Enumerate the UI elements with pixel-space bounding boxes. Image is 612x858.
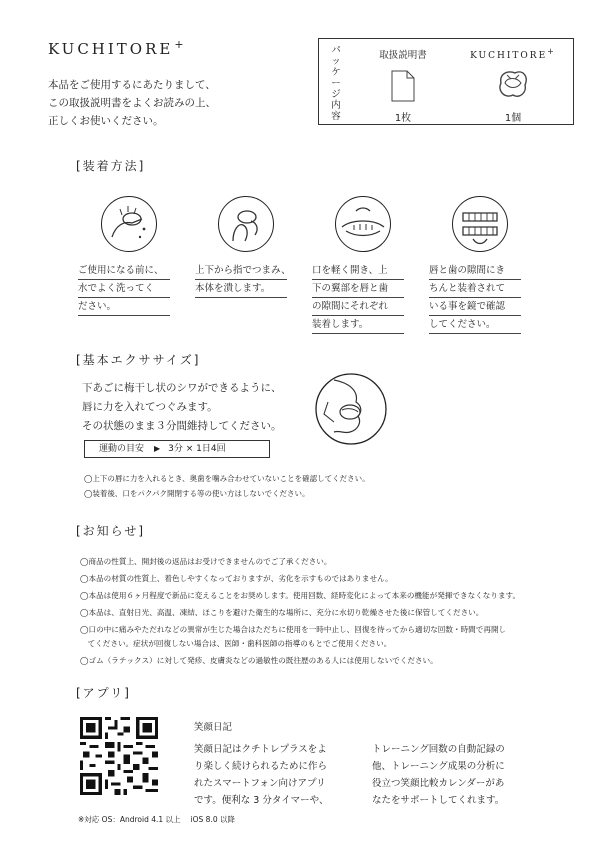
document-icon <box>391 70 415 102</box>
notice-item: てください。症状が回復しない場合は、医師・歯科医師の指導のもとでご使用ください。 <box>80 639 392 648</box>
install-step-text: ご使用になる前に、 水でよく洗ってく ださい。 <box>78 262 170 316</box>
intro-line: この取扱説明書をよくお読みの上、 <box>48 97 216 109</box>
exercise-text <box>82 379 282 436</box>
insert-icon <box>335 196 391 252</box>
section-app-heading: [アプリ] <box>76 686 131 700</box>
target-value: 3分 × 1日4回 <box>168 444 226 454</box>
target-label: 運動の目安 <box>99 444 145 454</box>
notice-item: ◯本品の材質の性質上、着色しやすくなっておりますが、劣化を示すものではありません。 <box>80 574 393 583</box>
install-step-text: 口を軽く開き、上 下の翼部を唇と歯 の隙間にそれぞれ 装着します。 <box>312 262 404 334</box>
section-install-heading: [装着方法] <box>76 159 146 173</box>
package-product <box>463 47 563 124</box>
install-step-4 <box>429 196 523 330</box>
exercise-target-box <box>84 440 270 458</box>
app-title: 笑顔日記 <box>194 722 233 733</box>
intro-text <box>48 76 268 130</box>
exercise-note: ◯装着後、口をパクパク開閉する等の使い方はしないでください。 <box>84 489 310 498</box>
intro-line: 正しくお使いください。 <box>48 115 164 127</box>
exercise-note: ◯上下の唇に力を入れるとき、奥歯を噛み合わせていないことを確認してください。 <box>84 474 370 483</box>
section-exercise-heading: [基本エクササイズ] <box>76 353 201 367</box>
mouthpiece-icon <box>493 67 533 101</box>
notice-item: ◯本品は使用６ヶ月程度で新品に変えることをお奨めします。使用回数、経時変化によって本来の機能が発揮できなくなります。 <box>80 591 521 600</box>
notice-item: ◯ゴム（ラテックス）に対して発疹、皮膚炎などの過敏性の既往歴のある人には使用しないでください。 <box>80 656 438 665</box>
pinch-icon <box>218 196 274 252</box>
section-notice-heading: [お知らせ] <box>76 524 146 538</box>
notice-item: ◯口の中に痛みやただれなどの異常が生じた場合はただちに使用を一時中止し、回復を待ってから適切な回数・時間で再開し <box>80 625 507 634</box>
install-step-3 <box>312 196 406 330</box>
arrow-right-icon: ▶ <box>154 444 161 453</box>
mirror-check-icon <box>452 196 508 252</box>
notice-item: ◯商品の性質上、開封後の返品はお受けできませんのでご了承ください。 <box>80 557 332 566</box>
product-count: 1個 <box>504 113 522 124</box>
face-side-icon <box>314 372 388 446</box>
install-step-2 <box>195 196 291 294</box>
install-step-text: 上下から指でつまみ、 本体を潰します。 <box>195 262 287 298</box>
exercise-line: 唇に力を入れてつぐみます。 <box>82 401 218 413</box>
wash-icon <box>101 196 157 252</box>
intro-line: 本品をご使用するにあたりまして、 <box>48 79 216 91</box>
exercise-line: その状態のまま３分間維持してください。 <box>82 420 282 432</box>
install-step-1 <box>78 196 172 312</box>
exercise-line: 下あごに梅干し状のシワができるように、 <box>82 382 282 394</box>
brand-logo: KUCHITORE+ <box>48 38 184 58</box>
exercise-face-illustration <box>314 372 388 446</box>
package-contents-label: パ ッ ケ ー ジ 内 容 <box>331 45 341 122</box>
app-description-2: トレーニング回数の自動記録の 他、トレーニング成果の分析に 役立つ笑顔比較カレンダーがあ なたをサポートしてくれます。 <box>372 744 505 806</box>
package-manual <box>363 47 443 124</box>
qr-code[interactable] <box>80 717 158 795</box>
supported-os-note: ※対応 OS：Android 4.1 以上 iOS 8.0 以降 <box>78 815 235 824</box>
manual-count: 1枚 <box>394 113 412 124</box>
app-description-1: 笑顔日記はクチトレプラスをよ り楽しく続けられるために作ら れたスマートフォン向けアプリ です。便利な 3 分タイマーや、 <box>194 744 329 806</box>
product-title: KUCHITORE+ <box>470 47 556 61</box>
install-step-text: 唇と歯の隙間にき ちんと装着されて いる事を鏡で確認 してください。 <box>429 262 521 334</box>
package-contents-box <box>318 38 574 125</box>
manual-title: 取扱説明書 <box>379 50 427 61</box>
notice-item: ◯本品は、直射日光、高温、凍結、ほこりを避けた衛生的な場所に、充分に水切り乾燥させた後に保管してください。 <box>80 608 484 617</box>
